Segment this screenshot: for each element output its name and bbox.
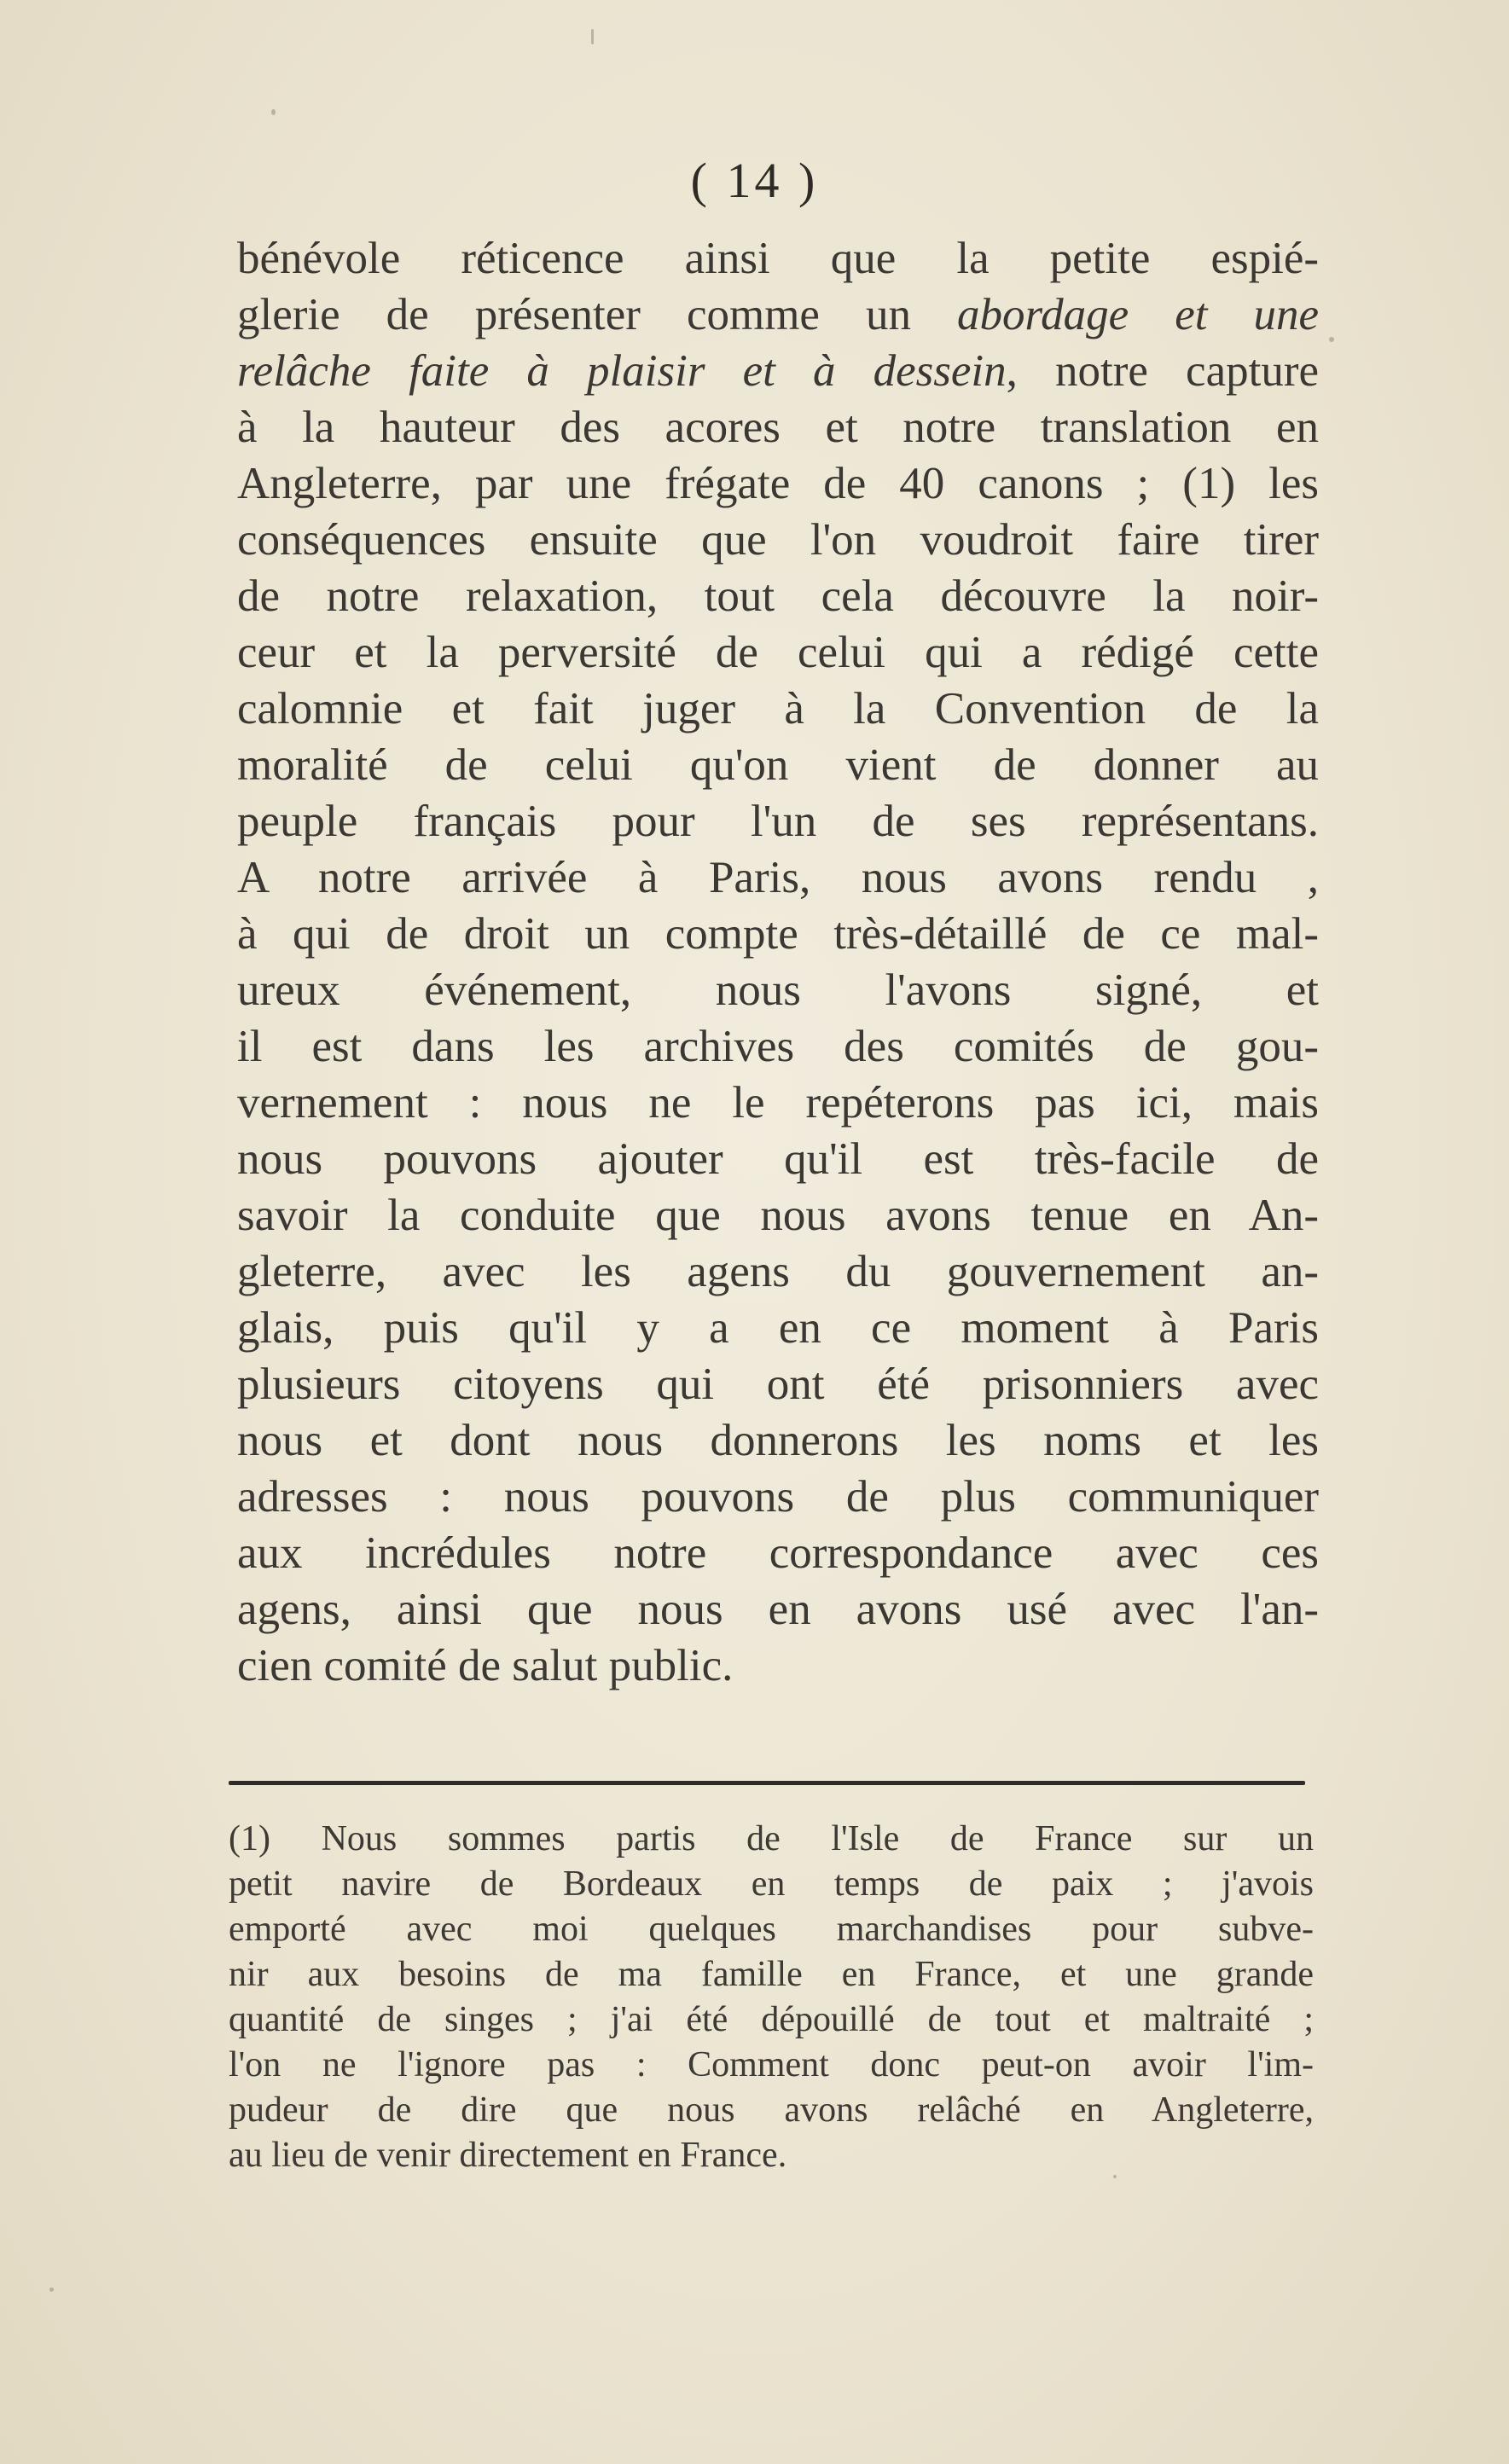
body-line-7: de notre relaxation, tout cela découvre la noir- — [237, 571, 1319, 621]
footnote-line-3: emporté avec moi quelques marchandises pour subve- — [229, 1910, 1314, 1949]
body-line-6: conséquences ensuite que l'on voudroit faire tirer — [237, 515, 1319, 565]
body-line-4: à la hauteur des acores et notre translation en — [237, 403, 1319, 452]
page-number: ( 14 ) — [690, 153, 819, 208]
body-line-23: adresses : nous pouvons de plus communiquer — [237, 1472, 1319, 1522]
body-line-17: nous pouvons ajouter qu'il est très-facile de — [237, 1134, 1319, 1184]
body-line-3-italic: relâche faite à plaisir et à dessein — [237, 346, 1007, 396]
body-line-21: plusieurs citoyens qui ont été prisonniers avec — [237, 1360, 1319, 1409]
footnote-line-6: l'on ne l'ignore pas : Comment donc peut-on avoir l'im- — [229, 2045, 1314, 2084]
body-line-1: bénévole réticence ainsi que la petite espié- — [237, 234, 1319, 283]
body-line-3 — [237, 343, 1319, 399]
body-line-13: à qui de droit un compte très-détaillé de ce mal- — [237, 909, 1319, 959]
body-line-2 — [237, 287, 1319, 343]
body-line-14: ureux événement, nous l'avons signé, et — [237, 965, 1319, 1015]
body-line-12: A notre arrivée à Paris, nous avons rendu , — [237, 853, 1319, 902]
footnote-line-5: quantité de singes ; j'ai été dépouillé de tout et maltraité ; — [229, 2000, 1314, 2039]
body-line-9: calomnie et fait juger à la Convention de la — [237, 684, 1319, 733]
body-line-20: glais, puis qu'il y a en ce moment à Paris — [237, 1303, 1319, 1353]
footnote-line-4: nir aux besoins de ma famille en France, et une grande — [229, 1955, 1314, 1994]
footnote-line-7: pudeur de dire que nous avons relâché en Angleterre, — [229, 2090, 1314, 2130]
paper-speck — [1329, 337, 1334, 342]
footnote-line-1: (1) Nous sommes partis de l'Isle de France sur un — [229, 1819, 1314, 1858]
footnote-line-8: au lieu de venir directement en France. — [229, 2136, 787, 2175]
body-line-3-tail: , notre capture — [1006, 346, 1319, 396]
body-line-2-italic: abordage et une — [957, 290, 1320, 339]
body-line-22: nous et dont nous donnerons les noms et les — [237, 1416, 1319, 1465]
paper-speck — [591, 29, 594, 44]
body-line-16: vernement : nous ne le repéterons pas ici, mais — [237, 1078, 1319, 1128]
body-line-26: cien comité de salut public. — [237, 1641, 734, 1690]
footnote-divider — [229, 1781, 1305, 1785]
body-line-5: Angleterre, par une frégate de 40 canons ; (1) les — [237, 459, 1319, 508]
body-line-2-text: glerie de présenter comme un — [237, 290, 911, 339]
paper-speck — [49, 2287, 54, 2292]
footnote-line-2: petit navire de Bordeaux en temps de paix ; j'avois — [229, 1864, 1314, 1904]
body-line-15: il est dans les archives des comités de gou- — [237, 1022, 1319, 1071]
body-line-8: ceur et la perversité de celui qui a rédigé cette — [237, 628, 1319, 677]
body-line-18: savoir la conduite que nous avons tenue en An- — [237, 1191, 1319, 1240]
paper-speck — [271, 109, 276, 115]
body-line-10: moralité de celui qu'on vient de donner au — [237, 740, 1319, 790]
body-line-11: peuple français pour l'un de ses représentans. — [237, 797, 1319, 846]
paper-speck — [1113, 2175, 1117, 2178]
body-line-24: aux incrédules notre correspondance avec ces — [237, 1528, 1319, 1578]
body-line-25: agens, ainsi que nous en avons usé avec l'an- — [237, 1585, 1319, 1634]
body-line-19: gleterre, avec les agens du gouvernement an- — [237, 1247, 1319, 1296]
